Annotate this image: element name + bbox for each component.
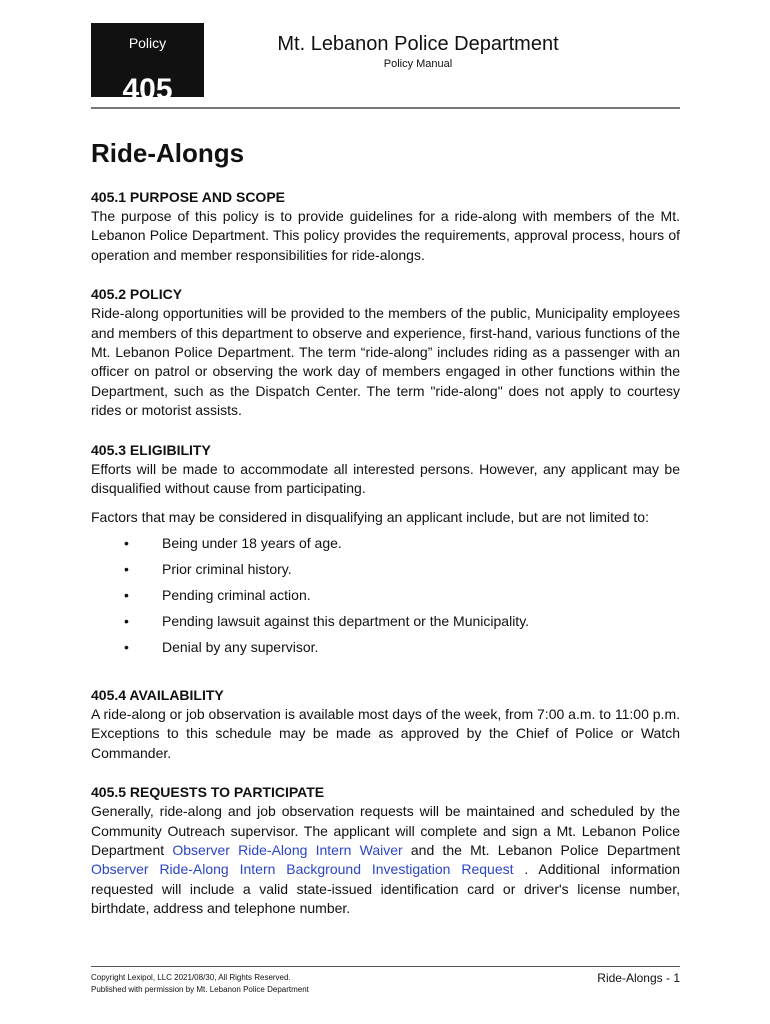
department-name: Mt. Lebanon Police Department — [277, 33, 559, 55]
section-heading: 405.2 POLICY — [91, 286, 183, 303]
disqualification-list — [91, 534, 680, 664]
list-item — [91, 586, 680, 612]
policy-number: 405 — [122, 73, 173, 106]
section-text: A ride-along or job observation is available most days of the week, from 7:00 a.m. to 11:00 p.m. Exceptions to this schedule may be made as approved by the Chief of Police or Watch Commander. — [91, 705, 680, 761]
text-run: and the Mt. Lebanon Police Department — [402, 841, 680, 858]
list-item-text: Being under 18 years of age. — [162, 534, 342, 551]
list-item-text: Pending lawsuit against this department or the Municipality. — [162, 612, 530, 629]
section-text: The purpose of this policy is to provide guidelines for a ride-along with members of the Mt. Lebanon Police Department. This policy provides the requirements, approval process, hours of operation and member responsibilities for ride-alongs. — [91, 208, 680, 263]
header-divider — [91, 107, 680, 109]
bullet-marker: • — [124, 638, 129, 655]
section-text: Efforts will be made to accommodate all interested persons. However, any applicant may be disqualified without cause from participating. — [91, 460, 680, 497]
list-item — [91, 534, 680, 560]
section-text — [91, 802, 680, 918]
published-text: Published with permission by Mt. Lebanon Police Department — [91, 985, 309, 994]
bullet-marker: • — [124, 612, 129, 629]
section-availability — [91, 686, 680, 763]
manual-name: Policy Manual — [383, 58, 453, 70]
section-heading: 405.1 PURPOSE AND SCOPE — [91, 189, 285, 205]
bullet-marker: • — [124, 560, 129, 577]
factors-intro: Factors that may be considered in disqualifying an applicant include, but are not limited to: — [91, 509, 649, 526]
background-request-link[interactable]: Observer Ride-Along Intern Background Investigation Request — [91, 861, 514, 878]
document-body — [91, 138, 680, 939]
section-heading: 405.4 AVAILABILITY — [91, 686, 224, 703]
waiver-link[interactable]: Observer Ride-Along Intern Waiver — [172, 841, 403, 858]
footer-credits — [91, 972, 309, 996]
section-heading: 405.3 ELIGIBILITY — [91, 441, 211, 458]
section-text: Ride-along opportunities will be provided to the members of the public, Municipality employees and members of this department to observe and experience, first-hand, various functions of the Mt. Lebanon Police Department. The term “ride-along” includes riding as a passenger with an officer on patrol or observing the work day of members engaged in other functions within the Department, such as the Dispatch Center. The term "ride-along" does not apply to courtesy rides or motorist assists. — [91, 305, 680, 419]
page-label: Ride-Alongs - 1 — [597, 971, 680, 985]
policy-number-badge — [91, 23, 204, 106]
copyright-text: Copyright Lexipol, LLC 2021/08/30, All Rights Reserved. — [91, 973, 291, 982]
policy-label: Policy — [128, 35, 167, 51]
list-item-text: Pending criminal action. — [162, 586, 311, 603]
footer-divider — [91, 966, 680, 967]
list-item — [91, 638, 680, 664]
list-item-text: Prior criminal history. — [162, 560, 292, 577]
page-title: Ride-Alongs — [91, 138, 245, 168]
list-item-text: Denial by any supervisor. — [162, 638, 319, 655]
list-item — [91, 560, 680, 586]
list-item — [91, 612, 680, 638]
bullet-marker: • — [124, 586, 129, 603]
section-purpose-scope — [91, 188, 680, 265]
section-eligibility — [91, 441, 680, 664]
section-heading: 405.5 REQUESTS TO PARTICIPATE — [91, 784, 325, 801]
text-run: Generally, ride-along and job observation requests will be maintained and scheduled by the Community Outreach supervisor. The applicant will complete and sign a Mt. Lebanon Police Department — [91, 803, 680, 858]
bullet-marker: • — [124, 534, 129, 551]
section-requests — [91, 783, 680, 918]
text-run: . Additional information requested will include a valid state-issued identification card or driver's license number, birthdate, address and telephone number. — [91, 861, 680, 917]
section-policy — [91, 285, 680, 420]
